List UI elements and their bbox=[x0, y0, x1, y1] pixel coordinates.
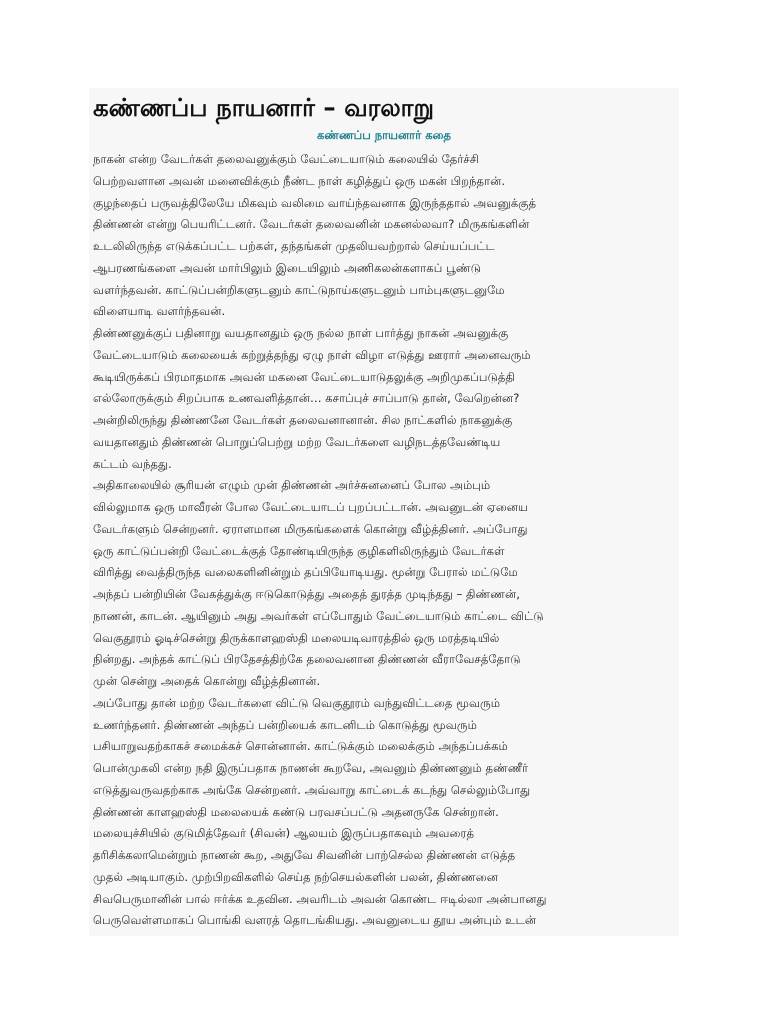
body-line: திண்ணன் காளஹஸ்தி மலையைக் கண்டு பரவசப்பட்டு அதனருகே சென்றான். bbox=[93, 804, 499, 819]
body-line: சிவபெருமானின் பால் ஈர்க்க உதவின. அவரிடம் அவன் கொண்ட ஈடில்லா அன்பானது bbox=[93, 891, 547, 906]
body-line: வேட்டையாடும் கலையைக் கற்றுத்தந்து ஏழு நாள் விழா எடுத்து ஊரார் அனைவரும் bbox=[93, 347, 531, 362]
body-line: திண்ணன் என்று பெயரிட்டனர். வேடர்கள் தலைவனின் மகனல்லவா? மிருகங்களின் bbox=[93, 217, 530, 232]
body-line: எடுத்துவருவதற்காக அங்கே சென்றனர். அவ்வாறு காட்டைக் கடந்து செல்லும்போது bbox=[93, 782, 531, 797]
body-line: அந்தப் பன்றியின் வேகத்துக்கு ஈடுகொடுத்து அதைத் துரத்த முடிந்தது – திண்ணன், bbox=[93, 587, 520, 601]
body-line: முதல் அடியாகும். முற்பிறவிகளில் செய்த நற்செயல்களின் பலன், திண்ணனை bbox=[93, 869, 498, 884]
body-line: உணர்ந்தனர். திண்ணன் அந்தப் பன்றியைக் காடனிடம் கொடுத்து மூவரும் bbox=[93, 717, 477, 732]
body-line: விளையாடி வளர்ந்தவன். bbox=[93, 304, 226, 319]
body-line: நின்றது. அந்தக் காட்டுப் பிரதேசத்திற்கே தலைவனான திண்ணன் வீராவேசத்தோடு bbox=[93, 652, 521, 667]
body-line: பசியாறுவதற்காகச் சமைக்கச் சொன்னான். காட்டுக்கும் மலைக்கும் அந்தப்பக்கம் bbox=[93, 739, 508, 754]
body-line: வேடர்களும் சென்றனர். ஏராளமான மிருகங்களைக் கொன்று வீழ்த்தினர். அப்போது bbox=[93, 521, 528, 536]
article-title: கண்ணப்ப நாயனார் – வரலாறு bbox=[93, 93, 434, 122]
body-line: வெகுதூரம் ஓடிச்சென்று திருக்காளஹஸ்தி மலையடிவாரத்தில் ஒரு மரத்தடியில் bbox=[93, 630, 500, 645]
body-line: முன் சென்று அதைக் கொன்று வீழ்த்தினான். bbox=[93, 674, 321, 688]
article-body bbox=[93, 149, 678, 932]
body-line: மலையுச்சியில் குடுமித்தேவர் (சிவன்) ஆலயம் இருப்பதாகவும் அவரைத் bbox=[93, 826, 475, 841]
body-line: எல்லோருக்கும் சிறப்பாக உணவளித்தான்… கசாப்புச் சாப்பாடு தான், வேறென்ன? bbox=[93, 391, 520, 406]
body-line: உடலிலிருந்த எடுக்கப்பட்ட பற்கள், தந்தங்கள் முதலியவற்றால் செய்யப்பட்ட bbox=[93, 239, 495, 253]
body-line: கட்டம் வந்தது. bbox=[93, 456, 172, 471]
body-line: விரித்து வைத்திருந்த வலைகளினின்றும் தப்பியோடியது. மூன்று பேரால் மட்டுமே bbox=[93, 565, 518, 580]
body-line: அப்போது தான் மற்ற வேடர்களை விட்டு வெகுதூரம் வந்துவிட்டதை மூவரும் bbox=[93, 695, 501, 710]
body-line: நாணன், காடன். ஆயினும் அது அவர்கள் எப்போதும் வேட்டையாடும் காட்டை விட்டு bbox=[93, 608, 544, 623]
body-line: நாகன் என்ற வேடர்கள் தலைவனுக்கும் வேட்டையாடும் கலையில் தேர்ச்சி bbox=[93, 152, 479, 166]
body-line: வில்லுமாக ஒரு மாவீரன் போல வேட்டையாடப் புறப்பட்டான். அவனுடன் ஏனைய bbox=[93, 500, 528, 514]
body-line: பெற்றவளான அவன் மனைவிக்கும் நீண்ட நாள் கழித்துப் ஒரு மகன் பிறந்தான். bbox=[93, 173, 506, 188]
body-line: அன்றிலிருந்து திண்ணனே வேடர்கள் தலைவனானான். சில நாட்களில் நாகனுக்கு bbox=[93, 413, 513, 427]
body-line: வயதானதும் திண்ணன் பொறுப்பெற்று மற்ற வேடர்களை வழிநடத்தவேண்டிய bbox=[93, 434, 501, 449]
body-line: பொன்முகலி என்ற நதி இருப்பதாக நாணன் கூறவே, அவனும் திண்ணனும் தண்ணீர் bbox=[93, 761, 529, 775]
body-line: பெருவெள்ளமாகப் பொங்கி வளரத் தொடங்கியது. அவனுடைய தூய அன்பும் உடன் bbox=[93, 913, 537, 928]
body-line: ஆபரணங்களை அவன் மார்பிலும் இடையிலும் அணிகலன்களாகப் பூண்டு bbox=[93, 260, 481, 275]
body-line: திண்ணனுக்குப் பதினாறு வயதானதும் ஒரு நல்ல நாள் பார்த்து நாகன் அவனுக்கு bbox=[93, 326, 509, 340]
body-line: ஒரு காட்டுப்பன்றி வேட்டைக்குத் தோண்டியிருந்த குழிகளிலிருந்தும் வேடர்கள் bbox=[93, 543, 505, 558]
body-line: தரிசிக்கலாமென்றும் நாணன் கூற, அதுவே சிவனின் பாற்செல்ல திண்ணன் எடுத்த bbox=[93, 848, 516, 862]
body-line: வளர்ந்தவன். காட்டுப்பன்றிகளுடனும் காட்டுநாய்களுடனும் பாம்புகளுடனுமே bbox=[93, 282, 505, 297]
body-line: அதிகாலையில் சூரியன் எழும் முன் திண்ணன் அர்ச்சுனனைப் போல அம்பும் bbox=[93, 478, 491, 493]
body-line: கூடியிருக்கப் பிரமாதமாக அவன் மகனை வேட்டையாடுதலுக்கு அறிமுகப்படுத்தி bbox=[93, 369, 515, 384]
article-subtitle: கண்ணப்ப நாயனார் கதை bbox=[317, 128, 451, 142]
body-line: குழந்தைப் பருவத்திலேயே மிகவும் வலிமை வாய்ந்தவனாக இருந்ததால் அவனுக்குத் bbox=[93, 195, 537, 210]
